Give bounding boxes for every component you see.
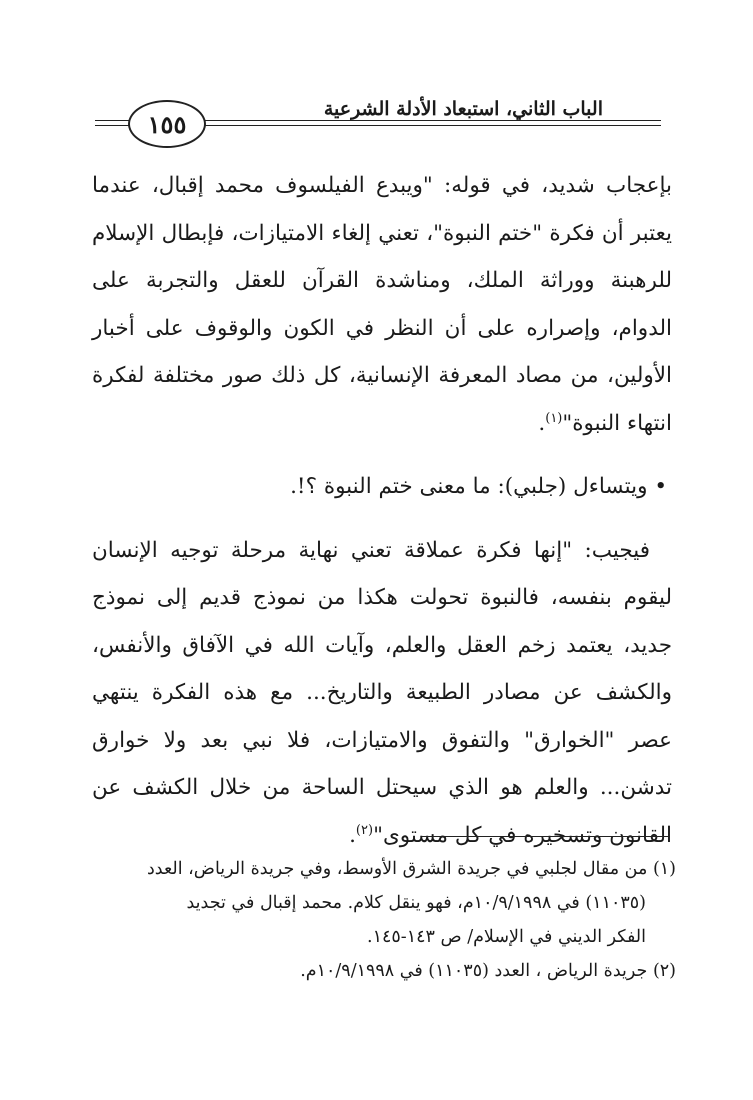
footnote-text: جريدة الرياض ، العدد (١١٠٣٥) في ١٠/٩/١٩٩٨م. — [300, 961, 648, 981]
footnote-number: (٢) — [652, 961, 676, 981]
page-number: ١٥٥ — [128, 100, 206, 148]
bullet-paragraph — [92, 463, 672, 511]
footnote-separator — [422, 836, 668, 837]
main-text — [92, 162, 672, 859]
footnote-ref: (١) — [545, 410, 563, 426]
page-header — [95, 92, 661, 152]
header-rule — [95, 125, 130, 126]
header-rule — [611, 125, 661, 126]
paragraph-end: . — [349, 822, 356, 848]
footnote-number: (١) — [652, 859, 676, 879]
footnote-item — [92, 852, 676, 886]
bullet-icon: • — [654, 474, 667, 499]
paragraph-end: . — [538, 410, 546, 436]
question-text: ويتساءل (جلبي): ما معنى ختم النبوة ؟!. — [290, 474, 648, 499]
footnotes — [92, 852, 676, 988]
footnote-ref: (٢) — [355, 822, 374, 838]
chapter-title: الباب الثاني، استبعاد الأدلة الشرعية — [318, 98, 609, 120]
header-rule — [203, 120, 611, 121]
paragraph — [92, 527, 672, 860]
footnote-text: من مقال لجلبي في جريدة الشرق الأوسط، وفي جريدة الرياض، العدد — [146, 859, 648, 879]
footnote-continuation: (١١٠٣٥) في ١٠/٩/١٩٩٨م، فهو ينقل كلام. محمد إقبال في تجديد — [186, 893, 646, 913]
paragraph — [92, 162, 672, 447]
footnote-item — [92, 954, 676, 988]
header-rule — [203, 125, 611, 126]
paragraph-text: فيجيب: "إنها فكرة عملاقة تعني نهاية مرحلة توجيه الإنسان ليقوم بنفسه، فالنبوة تحولت هكذا من نموذج قديم إلى نموذج جديد، يعتمد زخم العقل والعلم، وآيات الله في الآفاق والأنفس، والكشف عن مصادر الطبيعة والتاريخ... مع هذه الفكرة ينتهي عصر "الخوارق" والتفوق والامتيازات، فلا نبي بعد ولا خوارق تدشن... والعلم هو الذي سيحتل الساحة من خلال الكشف عن القانون وتسخيره في كل مستوى" — [92, 537, 672, 848]
footnote-continuation: الفكر الديني في الإسلام/ ص ١٤٣-١٤٥. — [367, 927, 646, 947]
header-rule — [611, 120, 661, 121]
paragraph-text: بإعجاب شديد، في قوله: "ويبدع الفيلسوف محمد إقبال، عندما يعتبر أن فكرة "ختم النبوة"، تعني إلغاء الامتيازات، فإبطال الإسلام للرهبنة ووراثة الملك، ومناشدة القرآن للعقل والتجربة على الدوام، وإصراره على أن النظر في الكون والوقوف على أخبار الأولين، من مصاد المعرفة الإنسانية، كل ذلك صور مختلفة لفكرة انتهاء النبوة" — [92, 173, 672, 436]
header-rule — [95, 120, 130, 121]
